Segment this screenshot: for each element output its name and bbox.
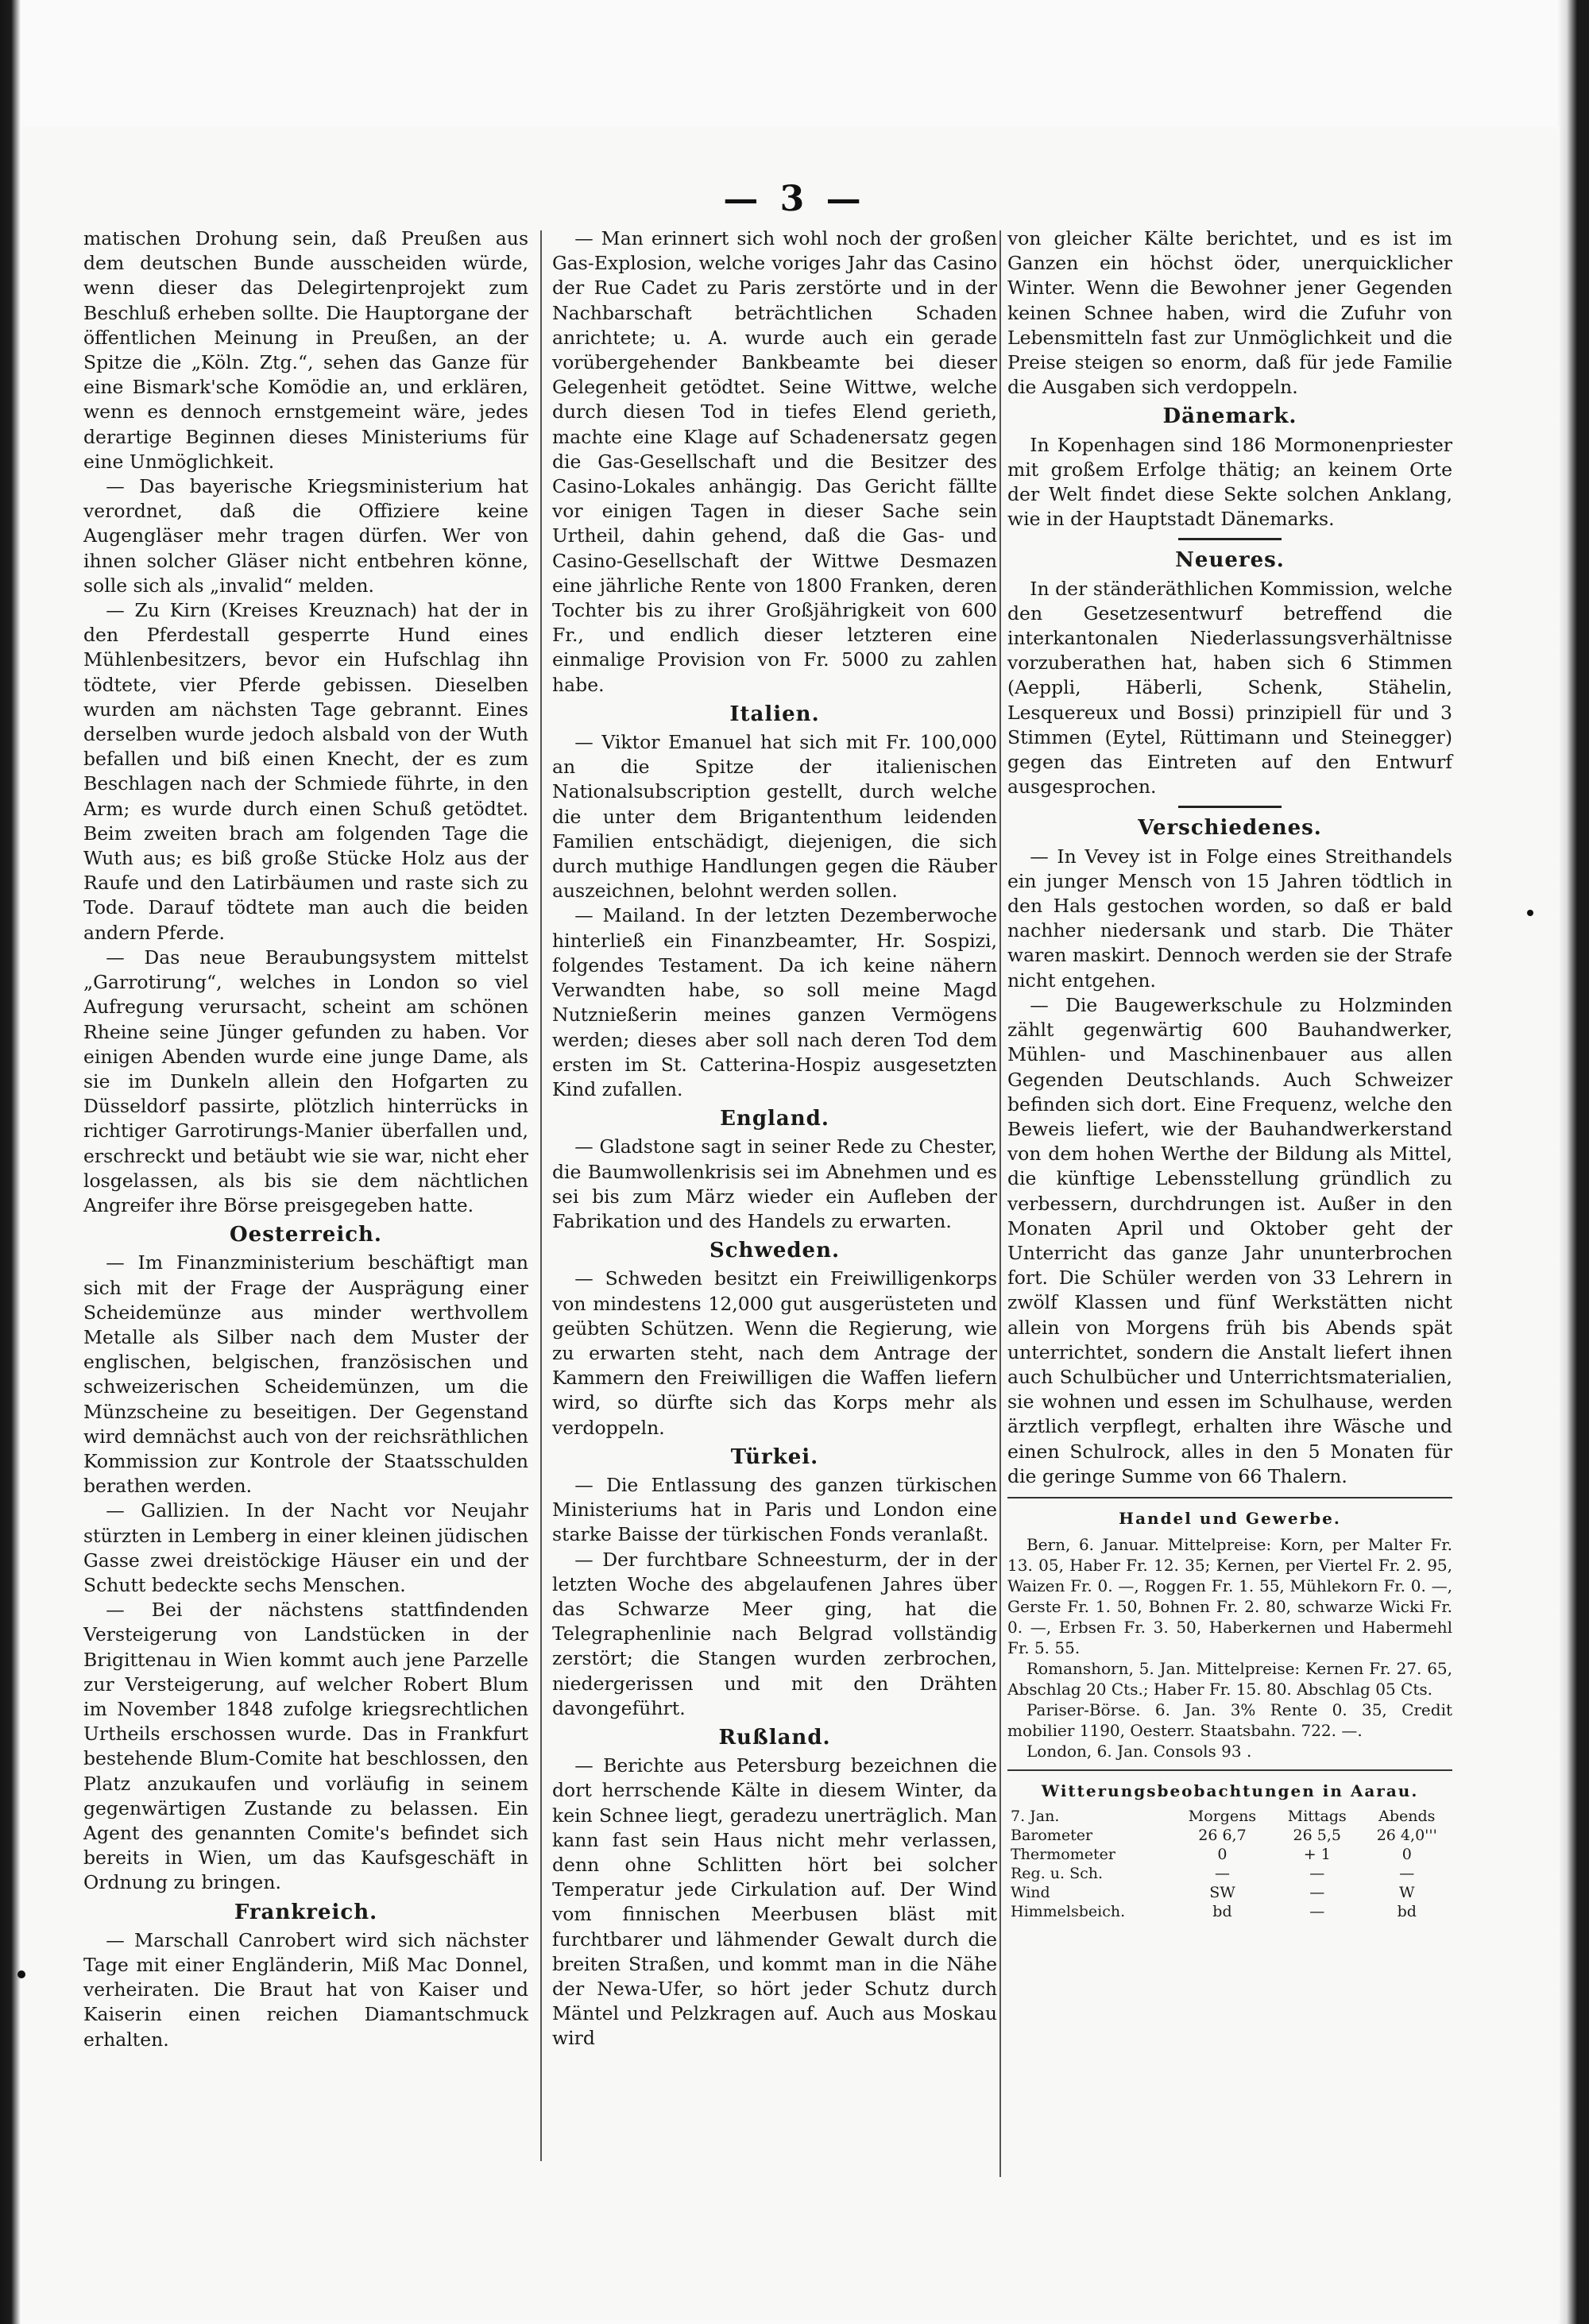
table-header-cell: Morgens [1188,1808,1257,1826]
article-text: — Im Finanzministerium beschäftigt man sich mit der Frage der Ausprägung einer Scheidemünze aus minder werthvollem Metalle als Silber nach dem Muster der englischen, belgischen, französischen und schweizerischen Scheidemünzen, um die Münzscheine zu beseitigen. Der Gegenstand wird demnächst auch von der reichsräthlichen Kommission zur Kontrole der Staatsschulden berathen werden. [83,1251,528,1498]
table-cell: 26 4,0''' [1376,1827,1437,1845]
table-row [1007,1864,1452,1883]
table-header-cell: Mittags [1287,1808,1347,1826]
ink-spot [1527,910,1533,916]
section-heading: Türkei. [730,1444,819,1469]
article-text: — Die Baugewerkschule zu Holzminden zählt gegenwärtig 600 Bauhandwerker, Mühlen- und Maschinenbauer aus allen Gegenden Deutschlands. Auch Schweizer befinden sich dort. Eine Frequenz, welche den Beweis liefert, wie der Bauhandwerkerstand von dem hohen Werthe der Bildung als Mittel, die künftige Lebensstellung gründlich zu verbessern, durchdrungen ist. Außer in den Monaten April und Oktober geht der Unterricht das ganze Jahr ununterbrochen fort. Die Schüler werden von 33 Lehrern in zwölf Klassen und fünf Werkstätten nicht allein von Morgens früh bis Abends spät unterrichtet, sondern die Anstalt liefert ihnen auch Schulbücher und Unterrichtsmaterialien, sie wohnen und essen im Schulhause, werden ärztlich verpflegt, erhalten ihre Wäsche und einen Schulrock, alles in den 5 Monaten für die geringe Summe von 66 Thalern. [1007,993,1452,1487]
divider [1178,806,1282,808]
market-report: Romanshorn, 5. Jan. Mittelpreise: Kernen Fr. 27. 65, Abschlag 20 Cts.; Haber Fr. 15. 80. Abschlag 05 Cts. [1007,1659,1452,1699]
article-text: — Berichte aus Petersburg bezeichnen die dort herrschende Kälte in diesem Winter, da kein Schnee liegt, geradezu unerträglich. Man kann fast sein Haus nicht mehr verlassen, denn ohne Schlitten hört bei solcher Temperatur jede Cirkulation auf. Der Wind vom finnischen Meerbusen bläst mit furchtbarer und lähmender Gewalt durch die breiten Straßen, und kommt man in die Nähe der Newa-Ufer, so hört jeder Schutz durch Mäntel und Pelzkragen auf. Auch aus Moskau wird [552,1754,997,2050]
article-text: — Viktor Emanuel hat sich mit Fr. 100,000 an die Spitze der italienischen Nationalsubscription gestellt, durch welche die unter dem Brigantenthum leidenden Familien entschädigt, diejenigen, die sich durch muthige Handlungen gegen die Räuber auszeichnen, belohnt werden sollen. [552,731,997,903]
section-heading: Verschiedenes. [1138,816,1322,841]
article-text: — Schweden besitzt ein Freiwilligenkorps von mindestens 12,000 gut ausgerüsteten und geübten Schützen. Wenn die Regierung, wie zu erwarten steht, nach dem Antrage der Kammern den Freiwilligen die Waffen liefern wird, so dürfte sich das Korps mehr als verdoppeln. [552,1267,997,1439]
section-heading: Frankreich. [234,1900,378,1924]
table-row [1007,1902,1452,1921]
table-cell: Himmelsbeich. [1011,1903,1126,1921]
article-text: — Bei der nächstens stattfindenden Versteigerung von Landstücken in der Brigittenau in Wien kommt auch jene Parzelle zur Versteigerung, auf welcher Robert Blum im November 1848 zufolge kriegsrechtlichen Urtheils erschossen wurde. Das in Frankfurt bestehende Blum-Comite hat beschlossen, den Platz anzukaufen und vorläufig in seinem gegenwärtigen Zustande zu belassen. Ein Agent des genannten Comite's befindet sich bereits in Wien, um das Kaufsgeschäft in Ordnung zu bringen. [83,1599,528,1894]
table-header-cell: 7. Jan. [1011,1808,1060,1826]
table-cell: — [1399,1865,1415,1883]
section-heading: Schweden. [709,1239,841,1263]
article-text: — Mailand. In der letzten Dezemberwoche hinterließ ein Finanzbeamter, Hr. Sospizi, folgendes Testament. Da ich keine nähern Verwandten habe, so soll meine Magd Nutznießerin meines ganzen Vermögens werden; dieses aber soll nach deren Tod dem ersten im St. Catterina-Hospiz ausgesetzten Kind zufallen. [552,904,997,1100]
column-rule [999,230,1001,2177]
table-cell: Thermometer [1011,1846,1115,1864]
article-text: — Marschall Canrobert wird sich nächster Tage mit einer Engländerin, Miß Mac Donnel, verheiraten. Die Braut hat von Kaiser und Kaiserin einen reichen Diamantschmuck erhalten. [83,1928,528,2051]
table-cell: Wind [1011,1884,1050,1902]
table-cell: W [1399,1884,1415,1902]
section-heading: England. [720,1107,829,1131]
article-text: In der ständeräthlichen Kommission, welche den Gesetzesentwurf betreffend die interkantonalen Niederlassungsverhältnisse vorzuberathen hat, haben sich 6 Stimmen (Aeppli, Häberli, Schenk, Stähelin, Lesquereux und Bossi) prinzipiell für und 3 Stimmen (Eytel, Rüttimann und Steinegger) gegen das Eintreten auf den Entwurf ausgesprochen. [1007,577,1452,799]
article-text: matischen Drohung sein, daß Preußen aus dem deutschen Bunde ausscheiden würde, wenn dieser das Delegirtenprojekt zum Beschluß erheben sollte. Die Hauptorgane der öffentlichen Meinung in Preußen, an der Spitze die „Köln. Ztg.“, sehen das Ganze für eine Bismark'sche Komödie an, und erklären, wenn es dennoch ernstgemeint wäre, jedes derartige Beginnen dieses Ministeriums für eine Unmöglichkeit. [83,227,528,473]
article-text: — Gallizien. In der Nacht vor Neujahr stürzten in Lemberg in einer kleinen jüdischen Gasse zwei dreistöckige Häuser ein und der Schutt bedeckte sechs Menschen. [83,1499,528,1596]
table-cell: + 1 [1303,1846,1331,1864]
article-text: — In Vevey ist in Folge eines Streithandels ein junger Mensch von 15 Jahren tödtlich in den Hals gestochen worden, so daß er bald nachher niedersank und starb. Die Thäter waren maskirt. Dennoch werden sie der Strafe nicht entgehen. [1007,845,1452,992]
table-cell: 26 5,5 [1293,1827,1341,1845]
column-rule [540,230,542,2161]
section-heading: Oesterreich. [230,1223,382,1247]
table-cell: 0 [1217,1846,1228,1864]
table-row [1007,1826,1452,1845]
table-row [1007,1845,1452,1864]
table-row [1007,1883,1452,1902]
table-cell: 26 6,7 [1198,1827,1247,1845]
column-3 [1007,226,1452,1921]
table-header-cell: Abends [1378,1808,1436,1826]
table-cell: 0 [1401,1846,1412,1864]
divider [1178,538,1282,540]
table-cell: — [1309,1865,1325,1883]
section-heading: Neueres. [1175,548,1285,573]
binding-hole-mark [17,1970,25,1978]
section-heading: Handel und Gewerbe. [1119,1508,1341,1528]
market-report: Bern, 6. Januar. Mittelpreise: Korn, per Malter Fr. 13. 05, Haber Fr. 12. 35; Kernen, per Viertel Fr. 2. 95, Waizen Fr. 0. —, Roggen Fr. 1. 55, Mühlekorn Fr. 0. —, Gerste Fr. 1. 50, Bohnen Fr. 2. 80, schwarze Wicki Fr. 0. —, Erbsen Fr. 3. 50, Haberkernen und Habermehl Fr. 5. 55. [1007,1535,1452,1658]
table-cell: Barometer [1011,1827,1093,1845]
table-cell: — [1309,1903,1325,1921]
table-cell: Reg. u. Sch. [1011,1865,1104,1883]
article-text: — Der furchtbare Schneesturm, der in der letzten Woche des abgelaufenen Jahres über das Schwarze Meer ging, hat die Telegraphenlinie nach Belgrad vollständig zerstört; die Stangen wurden zerbrochen, niedergerissen und mit den Drähten davongeführt. [552,1548,997,1719]
column-1 [83,226,528,2052]
section-heading: Witterungsbeobachtungen in Aarau. [1041,1781,1419,1801]
article-text: — Das neue Beraubungsystem mittelst „Garrotirung“, welches in London so viel Aufregung verursacht, scheint am schönen Rheine seine Jünger gefunden zu haben. Vor einigen Abenden wurde eine junge Dame, als sie im Dunkeln allein den Hofgarten zu Düsseldorf passirte, plötzlich hinterrücks in richtiger Garrotirungs-Manier überfallen und, erschreckt und betäubt wie sie war, nicht eher losgelassen, als bis sie dem nächtlichen Angreifer ihre Börse preisgegeben hatte. [83,945,528,1216]
market-report: London, 6. Jan. Consols 93 . [1026,1742,1252,1761]
page-number: — 3 — [723,179,866,219]
table-cell: SW [1209,1884,1235,1902]
table-cell: — [1309,1884,1325,1902]
article-text: — Gladstone sagt in seiner Rede zu Chester, die Baumwollenkrisis sei im Abnehmen und es sei bis zum März wieder ein Aufleben der Fabrikation und des Handels zu erwarten. [552,1135,997,1232]
article-text: — Zu Kirn (Kreises Kreuznach) hat der in den Pferdestall gesperrte Hund eines Mühlenbesitzers, bevor ein Hufschlag ihn tödtete, vier Pferde gebissen. Dieselben wurden am nächsten Tage gebrannt. Eines derselben wurde jedoch alsbald von der Wuth befallen und biß einen Knecht, der es zum Beschlagen nach der Schmiede führte, in den Arm; es wurde durch einen Schuß getödtet. Beim zweiten brach am folgenden Tage die Wuth aus; es biß große Stücke Holz aus der Raufe und den Latirbäumen und raste sich zu Tode. Darauf tödtete man auch die beiden andern Pferde. [83,599,528,944]
article-text: In Kopenhagen sind 186 Mormonenpriester mit großem Erfolge thätig; an keinem Orte der Welt findet diese Sekte solchen Anklang, wie in der Hauptstadt Dänemarks. [1007,433,1452,531]
divider [1007,1497,1452,1498]
article-text: — Man erinnert sich wohl noch der großen Gas-Explosion, welche voriges Jahr das Casino der Rue Cadet zu Paris zerstörte und in der Nachbarschaft beträchtlichen Schaden anrichtete; u. A. wurde auch ein gerade vorübergehender Bankbeamte bei dieser Gelegenheit getödtet. Seine Wittwe, welche durch diesen Tod in tiefes Elend gerieth, machte eine Klage auf Schadenersatz gegen die Gas-Gesellschaft und die Besitzer des Casino-Lokales anhängig. Das Gericht fällte vor einigen Tagen in dieser Sache sein Urtheil, dahin gehend, daß die Gas- und Casino-Gesellschaft der Wittwe Desmazen eine jährliche Rente von 1800 Franken, deren Tochter bis zu ihrer Großjährigkeit von 600 Fr., und endlich dieser letzteren eine einmalige Provision von Fr. 5000 zu zahlen habe. [552,227,997,696]
article-text: — Die Entlassung des ganzen türkischen Ministeriums hat in Paris und London eine starke Baisse der türkischen Fonds veranlaßt. [552,1473,997,1546]
article-text: — Das bayerische Kriegsministerium hat verordnet, daß die Offiziere keine Augengläser mehr tragen dürfen. Wer von ihnen solcher Gläser nicht entbehren könne, solle sich als „invalid“ melden. [83,475,528,597]
table-cell: bd [1397,1903,1417,1921]
divider [1007,1769,1452,1771]
column-2 [552,226,997,2051]
weather-table [1007,1807,1452,1921]
market-report: Pariser-Börse. 6. Jan. 3% Rente 0. 35, Credit mobilier 1190, Oesterr. Staatsbahn. 722. —. [1007,1700,1452,1741]
table-cell: — [1214,1865,1230,1883]
article-text: von gleicher Kälte berichtet, und es ist im Ganzen ein höchst öder, unerquicklicher Winter. Wenn die Bewohner jener Gegenden keinen Schnee haben, wird die Zufuhr von Lebensmitteln fast zur Unmöglichkeit und die Preise steigen so enorm, daß für jede Familie die Ausgaben sich verdoppeln. [1007,227,1452,399]
table-header-row [1007,1807,1452,1826]
table-cell: bd [1212,1903,1232,1921]
section-heading: Rußland. [718,1725,831,1750]
section-heading: Dänemark. [1162,404,1297,429]
section-heading: Italien. [729,702,820,726]
